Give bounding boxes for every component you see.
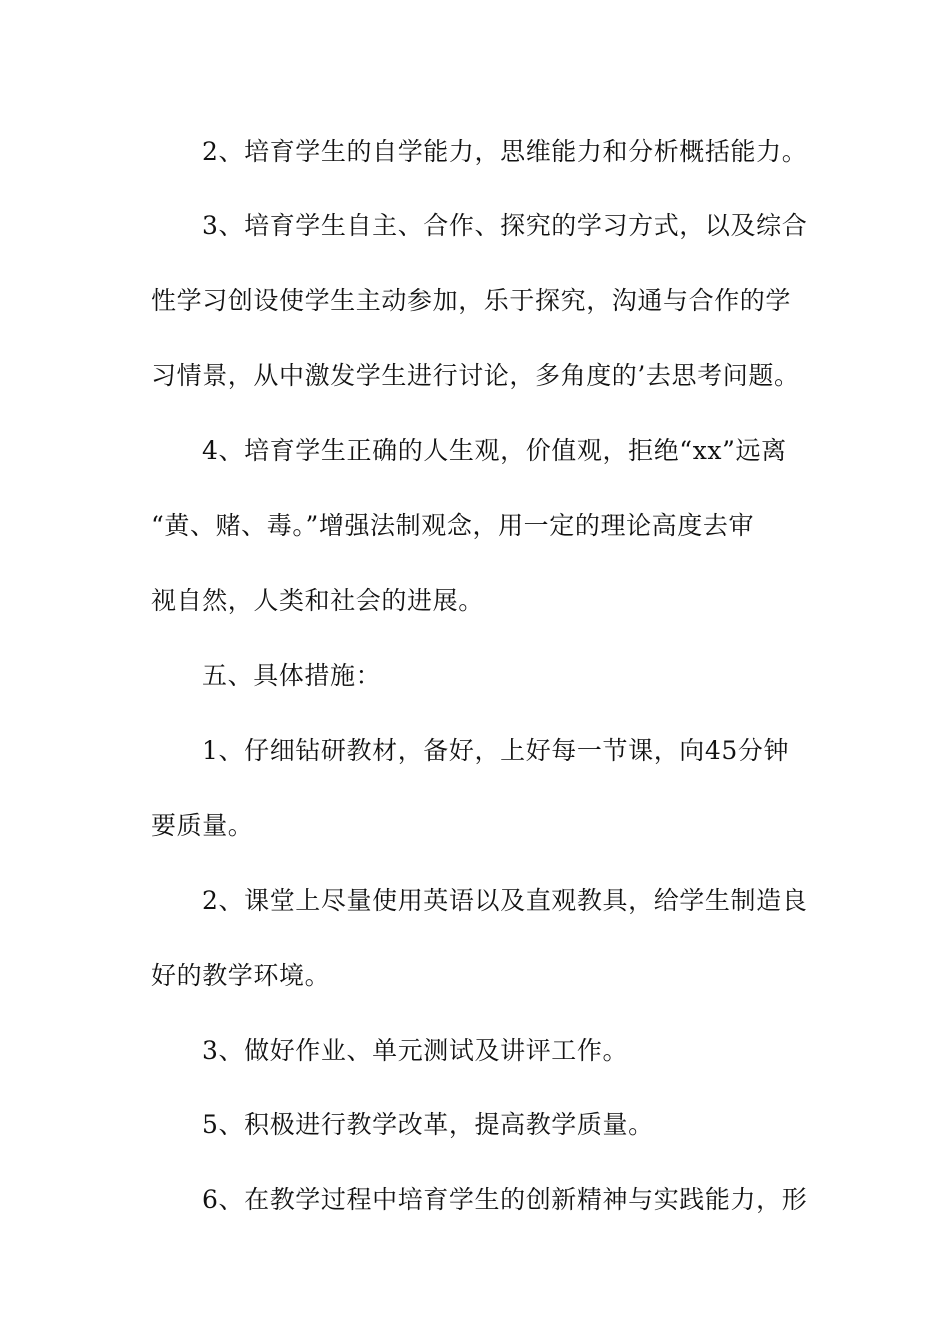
text-line: 视自然，人类和社会的进展。 (151, 586, 484, 615)
text-line: 好的教学环境。 (151, 961, 331, 990)
text-line: 5、积极进行教学改革，提高教学质量。 (202, 1110, 654, 1139)
section-heading: 五、具体措施： (202, 661, 382, 690)
text-line: 2、课堂上尽量使用英语以及直观教具，给学生制造良 (202, 886, 808, 915)
text-line: 习情景，从中激发学生进行讨论，多角度的’去思考问题。 (151, 361, 800, 390)
text-line: 要质量。 (151, 811, 254, 840)
text-line: 1、仔细钻研教材，备好，上好每一节课，向45分钟 (202, 736, 790, 765)
text-line: 3、培育学生自主、合作、探究的学习方式，以及综合 (202, 211, 808, 240)
text-line: 6、在教学过程中培育学生的创新精神与实践能力，形 (202, 1185, 808, 1214)
text-line: 4、培育学生正确的人生观，价值观，拒绝“xx”远离 (202, 436, 787, 465)
text-line: “黄、赌、毒。”增强法制观念，用一定的理论高度去审 (151, 511, 755, 540)
text-line: 性学习创设使学生主动参加，乐于探究，沟通与合作的学 (151, 286, 792, 315)
text-line: 2、培育学生的自学能力，思维能力和分析概括能力。 (202, 137, 808, 166)
text-line: 3、做好作业、单元测试及讲评工作。 (202, 1036, 629, 1065)
